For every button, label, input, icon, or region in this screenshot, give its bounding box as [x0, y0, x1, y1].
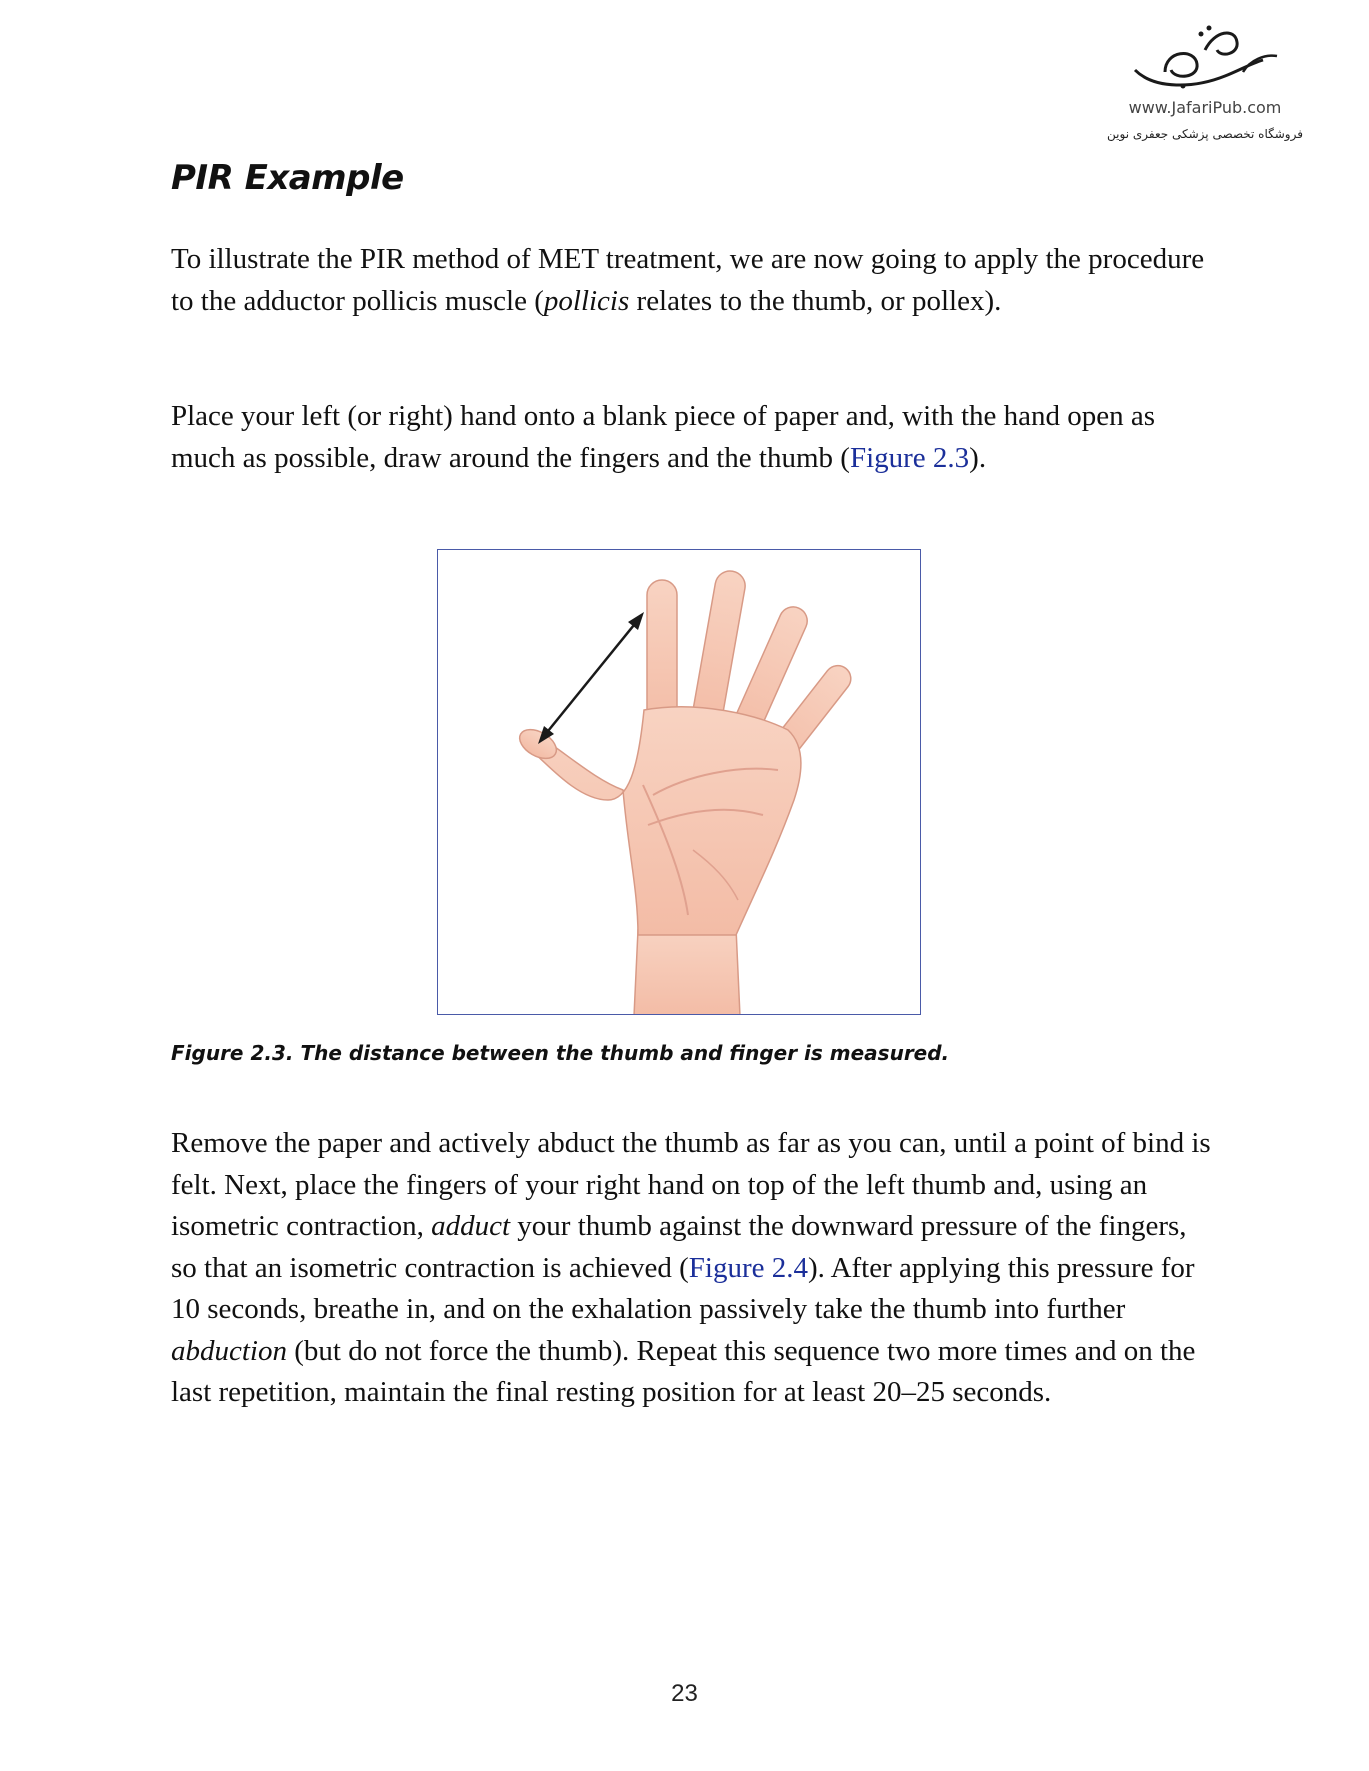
paragraph-text: Place your left (or right) hand onto a blank piece of paper and, with the hand open as much as possible, draw around the fingers and the thumb ( [171, 400, 1156, 474]
emphasis-term: abduction [171, 1334, 287, 1367]
figure-hand-illustration [437, 549, 921, 1015]
paragraph-intro [171, 239, 1211, 322]
paragraph-instructions [171, 396, 1211, 479]
hand-icon [438, 550, 921, 1015]
publisher-url: www.JafariPub.com [1128, 98, 1282, 117]
paragraph-text: your thumb against the downward pressure of the fingers, so that an isometric contraction is achieved ( [171, 1210, 1187, 1284]
paragraph-text: (but do not force the thumb). Repeat this sequence two more times and on the last repetition, maintain the final resting position for at least 20–25 seconds. [171, 1334, 1196, 1408]
publisher-watermark [1105, 20, 1305, 141]
paragraph-text: relates to the thumb, or pollex). [629, 284, 1002, 317]
emphasis-term: pollicis [543, 284, 630, 317]
measurement-arrow-icon [538, 612, 644, 744]
publisher-tagline: فروشگاه تخصصی پزشکی جعفری نوین [1107, 127, 1303, 141]
paragraph-text: ). [969, 441, 987, 474]
figure-caption: Figure 2.3. The distance between the thumb and finger is measured. [171, 1041, 950, 1065]
page-number: 23 [671, 1680, 698, 1707]
publisher-logo-icon [1125, 20, 1285, 98]
emphasis-term: adduct [431, 1210, 511, 1242]
paragraph-text: Remove the paper and actively abduct the thumb as far as you can, until a point of bind is felt. Next, place the fingers of your right hand on top of the left thumb and, using an isometric contraction, [171, 1127, 1211, 1242]
figure-2-3-link[interactable]: Figure 2.3 [849, 441, 970, 474]
figure-2-4-link[interactable]: Figure 2.4 [688, 1251, 809, 1284]
paragraph-text: To illustrate the PIR method of MET treatment, we are now going to apply the procedure to the adductor pollicis muscle ( [171, 243, 1205, 317]
section-heading: PIR Example [171, 158, 404, 198]
paragraph-text: ). After applying this pressure for 10 seconds, breathe in, and on the exhalation passively take the thumb into further [171, 1251, 1195, 1325]
paragraph-procedure [171, 1123, 1211, 1414]
